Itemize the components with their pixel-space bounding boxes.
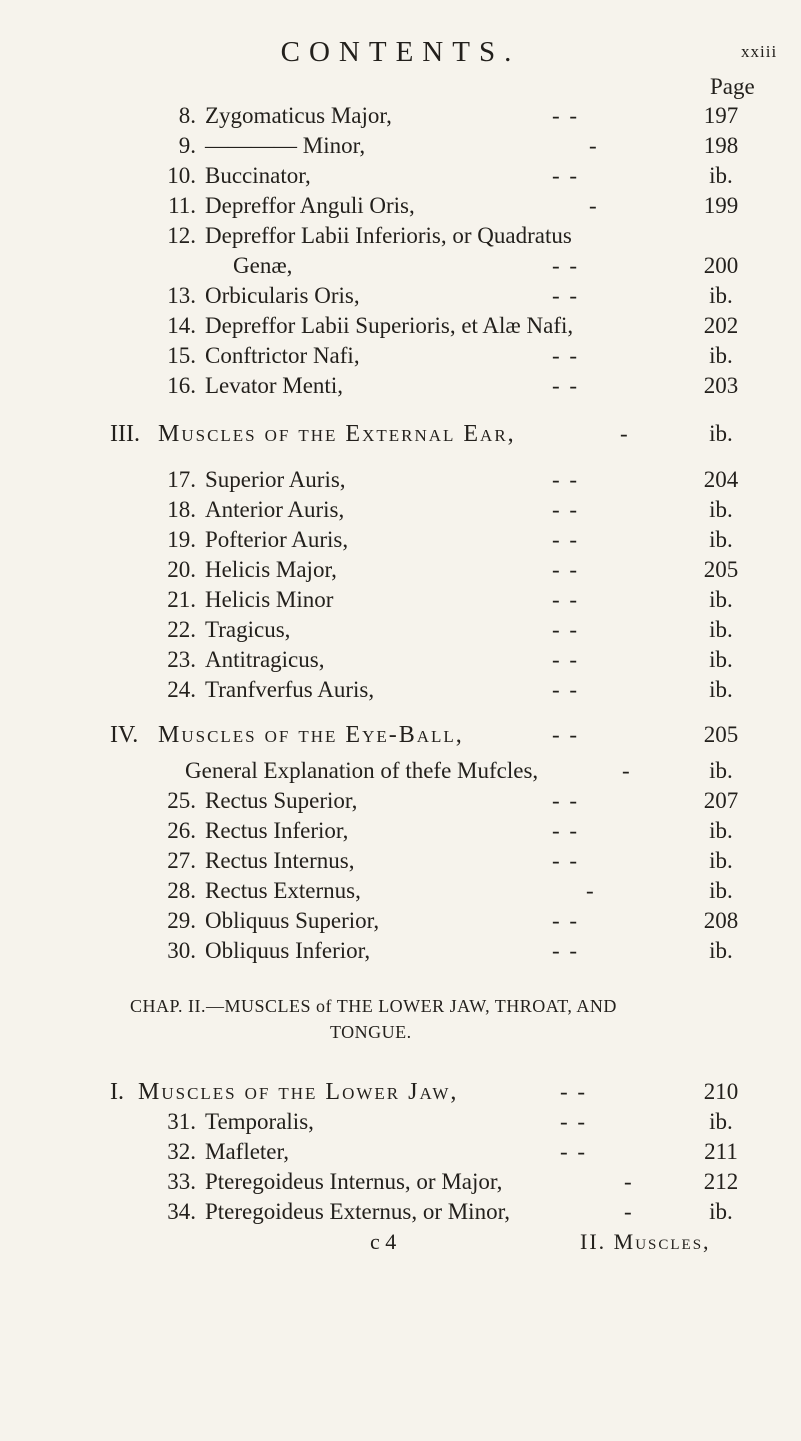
entry-page: 207 bbox=[703, 788, 739, 813]
page-title: CONTENTS. bbox=[280, 36, 521, 68]
entry-number: 34. bbox=[167, 1199, 196, 1224]
entry-leader: - - bbox=[552, 617, 580, 642]
entry-page: ib. bbox=[709, 1109, 733, 1134]
entry-page: 199 bbox=[703, 193, 739, 218]
entry-label: Superior Auris, bbox=[205, 467, 346, 492]
entry-leader: - - bbox=[552, 103, 580, 128]
entry-page: ib. bbox=[709, 587, 733, 612]
entry-number: 19. bbox=[167, 527, 196, 552]
page-column-header: Page bbox=[710, 74, 755, 99]
entry-label: Anterior Auris, bbox=[205, 497, 345, 522]
entry-number: 11. bbox=[168, 193, 196, 218]
entry-page: ib. bbox=[709, 163, 733, 188]
entry-number: 29. bbox=[167, 908, 196, 933]
entry-label: Pofterior Auris, bbox=[205, 527, 349, 552]
entry-label: Antitragicus, bbox=[205, 647, 325, 672]
entry-label: Obliquus Superior, bbox=[205, 908, 380, 933]
entry-leader: - bbox=[589, 193, 599, 218]
entry-page: ib. bbox=[709, 848, 733, 873]
entry-leader: - - bbox=[560, 1109, 588, 1134]
entry-leader: - - bbox=[552, 343, 580, 368]
entry-page: 208 bbox=[703, 908, 739, 933]
entry-page: 197 bbox=[703, 103, 739, 128]
entry-label: Rectus Superior, bbox=[205, 788, 358, 813]
entry-leader: - - bbox=[552, 253, 580, 278]
entry-number: 21. bbox=[167, 587, 196, 612]
entry-number: 33. bbox=[167, 1169, 196, 1194]
entry-leader: - - bbox=[560, 1139, 588, 1164]
entry-label: Pteregoideus Externus, or Minor, bbox=[205, 1199, 511, 1224]
entry-page: ib. bbox=[709, 647, 733, 672]
entry-leader: - bbox=[620, 421, 630, 446]
section-title: Muscles of the Eye-Ball, bbox=[158, 722, 464, 748]
entry-number: 31. bbox=[167, 1109, 196, 1134]
entry-number: 14. bbox=[167, 313, 196, 338]
entry-leader: - - bbox=[552, 938, 580, 963]
entry-page: ib. bbox=[709, 617, 733, 642]
entry-page: 211 bbox=[704, 1139, 738, 1164]
entry-label: Buccinator, bbox=[205, 163, 311, 188]
entry-number: 32. bbox=[167, 1139, 196, 1164]
entry-label: Tragicus, bbox=[205, 617, 291, 642]
entry-label: Tranfverfus Auris, bbox=[205, 677, 375, 702]
entry-page: 204 bbox=[703, 467, 739, 492]
entry-page: ib. bbox=[709, 818, 733, 843]
entry-page: 210 bbox=[703, 1079, 739, 1104]
entry-label: Depreffor Labii Inferioris, or Quadratus bbox=[205, 223, 572, 248]
entry-number: 8. bbox=[178, 103, 196, 128]
section-numeral: I. bbox=[110, 1079, 124, 1105]
entry-number: 10. bbox=[167, 163, 196, 188]
entry-label-continued: Genæ, bbox=[233, 253, 293, 278]
entry-page: ib. bbox=[709, 677, 733, 702]
entry-label: Helicis Minor bbox=[205, 587, 334, 612]
entry-label: Rectus Inferior, bbox=[205, 818, 349, 843]
entry-label: Depreffor Anguli Oris, bbox=[205, 193, 415, 218]
entry-page: ib. bbox=[709, 497, 733, 522]
entry-page: 205 bbox=[703, 722, 739, 747]
entry-leader: - - bbox=[552, 848, 580, 873]
entry-leader: - - bbox=[552, 677, 580, 702]
entry-label: Orbicularis Oris, bbox=[205, 283, 360, 308]
entry-number: 25. bbox=[167, 788, 196, 813]
entry-page: ib. bbox=[709, 283, 733, 308]
entry-label: Zygomaticus Major, bbox=[205, 103, 392, 128]
chapter-heading-continued: TONGUE. bbox=[330, 1022, 412, 1042]
entry-leader: - - bbox=[552, 527, 580, 552]
entry-page: 212 bbox=[703, 1169, 739, 1194]
entry-page: ib. bbox=[709, 421, 733, 446]
entry-number: 13. bbox=[167, 283, 196, 308]
entry-number: 12. bbox=[167, 223, 196, 248]
entry-number: 28. bbox=[167, 878, 196, 903]
entry-label: Rectus Internus, bbox=[205, 848, 355, 873]
entry-leader: - - bbox=[552, 283, 580, 308]
entry-leader: - - bbox=[552, 163, 580, 188]
entry-number: 15. bbox=[167, 343, 196, 368]
entry-label: Conftrictor Nafi, bbox=[205, 343, 360, 368]
entry-leader: - - bbox=[552, 467, 580, 492]
entry-number: 17. bbox=[167, 467, 196, 492]
entry-page: 202 bbox=[703, 313, 739, 338]
entry-label: Depreffor Labii Superioris, et Alæ Nafi, bbox=[205, 313, 574, 338]
catchword: II. Muscles, bbox=[580, 1229, 711, 1254]
entry-page: ib. bbox=[709, 758, 733, 783]
entry-label: Helicis Major, bbox=[205, 557, 337, 582]
entry-label: Obliquus Inferior, bbox=[205, 938, 371, 963]
entry-number: 16. bbox=[167, 373, 196, 398]
entry-number: 9. bbox=[178, 133, 196, 158]
entry-label: Rectus Externus, bbox=[205, 878, 361, 903]
entry-leader: - - bbox=[552, 373, 580, 398]
general-explanation-label: General Explanation of thefe Mufcles, bbox=[185, 758, 539, 783]
entry-number: 24. bbox=[167, 677, 196, 702]
entry-label: Mafleter, bbox=[205, 1139, 290, 1164]
entry-number: 23. bbox=[167, 647, 196, 672]
entry-page: ib. bbox=[709, 878, 733, 903]
entry-leader: - bbox=[586, 878, 596, 903]
entry-leader: - - bbox=[552, 647, 580, 672]
chapter-heading: CHAP. II.—MUSCLES of THE LOWER JAW, THROAT, AND bbox=[130, 996, 617, 1016]
signature-mark: c 4 bbox=[370, 1229, 397, 1254]
entry-leader: - bbox=[589, 133, 599, 158]
entry-leader: - - bbox=[552, 818, 580, 843]
entry-page: ib. bbox=[709, 1199, 733, 1224]
entry-page: 203 bbox=[703, 373, 739, 398]
entry-label: Temporalis, bbox=[205, 1109, 314, 1134]
section-numeral: III. bbox=[110, 421, 140, 447]
entry-leader: - - bbox=[552, 557, 580, 582]
entry-leader: - - bbox=[552, 908, 580, 933]
section-title: Muscles of the External Ear, bbox=[158, 421, 516, 447]
entry-number: 18. bbox=[167, 497, 196, 522]
section-numeral: IV. bbox=[110, 722, 139, 748]
section-title: Muscles of the Lower Jaw, bbox=[138, 1079, 459, 1105]
entry-label: ———— Minor, bbox=[205, 133, 366, 158]
entry-number: 26. bbox=[167, 818, 196, 843]
entry-number: 30. bbox=[167, 938, 196, 963]
entry-page: ib. bbox=[709, 938, 733, 963]
entry-number: 22. bbox=[167, 617, 196, 642]
entry-leader: - - bbox=[552, 722, 580, 747]
entry-leader: - bbox=[624, 1199, 634, 1224]
entry-label: Levator Menti, bbox=[205, 373, 343, 398]
entry-leader: - bbox=[622, 758, 632, 783]
entry-number: 20. bbox=[167, 557, 196, 582]
entry-page: 200 bbox=[703, 253, 739, 278]
entry-page: ib. bbox=[709, 527, 733, 552]
entry-leader: - - bbox=[552, 587, 580, 612]
entry-page: ib. bbox=[709, 343, 733, 368]
entry-page: 198 bbox=[703, 133, 739, 158]
entry-number: 27. bbox=[167, 848, 196, 873]
entry-leader: - - bbox=[552, 497, 580, 522]
entry-page: 205 bbox=[703, 557, 739, 582]
entry-leader: - - bbox=[552, 788, 580, 813]
entry-label: Pteregoideus Internus, or Major, bbox=[205, 1169, 503, 1194]
entry-leader: - - bbox=[560, 1079, 588, 1104]
entry-leader: - bbox=[624, 1169, 634, 1194]
page-number: xxiii bbox=[741, 42, 778, 61]
